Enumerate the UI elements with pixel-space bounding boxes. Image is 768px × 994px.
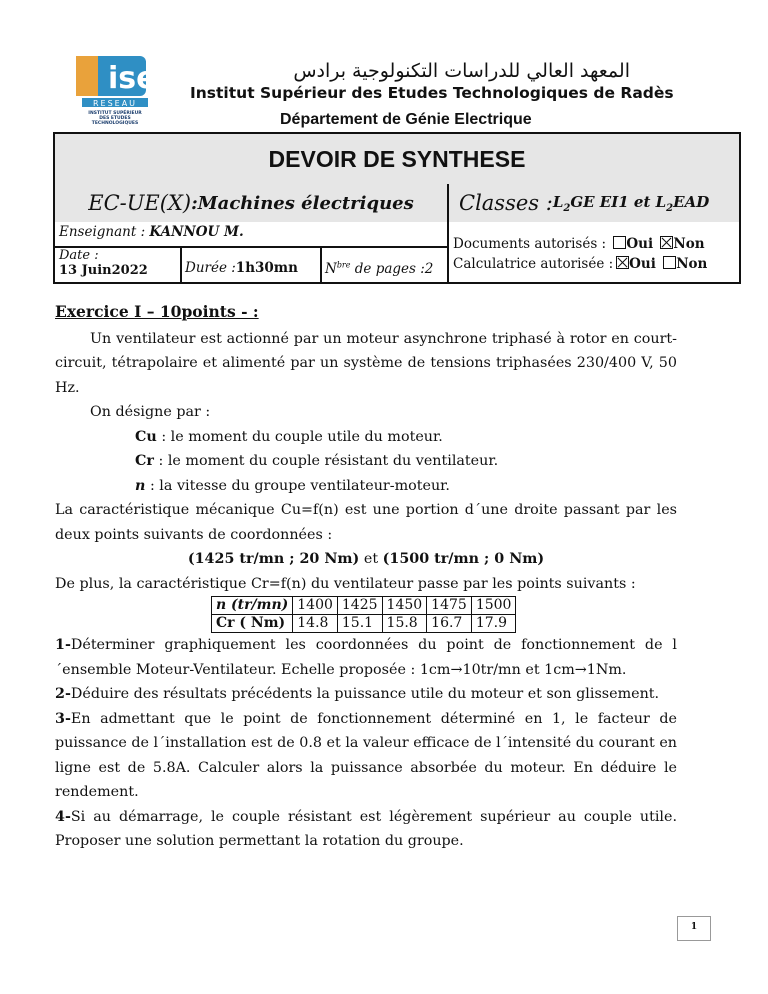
calculator-authorization: Calculatrice autorisée : Oui Non [453,256,708,272]
question-2: 2-Déduire des résultats précédents la puissance utile du moteur et son glissement. [55,686,660,702]
documents-oui-checkbox[interactable] [613,236,626,249]
definition-cu: Cu : le moment du couple utile du moteur. [135,428,443,445]
table-row: Cr ( Nm) 14.8 15.1 15.8 16.7 17.9 [212,615,516,633]
exam-header-box [53,132,741,284]
documents-non-checkbox-checked[interactable] [660,236,673,249]
exercise-title: Exercice I – 10points - : [55,302,259,321]
svg-text:RESEAU: RESEAU [92,99,138,108]
exam-duration: Durée :1h30mn [185,260,298,276]
cr-data-table [211,596,516,633]
table-header-n: n (tr/mn) [212,597,293,615]
calculator-oui-checkbox-checked[interactable] [616,256,629,269]
svg-text:DES ETUDES: DES ETUDES [99,116,131,121]
teacher-name: KANNOU M. [149,224,244,240]
info-rows [55,222,739,282]
institute-arabic-name: المعهد العالي للدراسات التكنولوجية برادس [293,60,630,82]
teacher: Enseignant : KANNOU M. [59,224,244,240]
ec-value: :Machines électriques [191,192,414,214]
svg-text:INSTITUT SUPÉRIEUR: INSTITUT SUPÉRIEUR [88,111,142,116]
department-name: Département de Génie Electrique [280,111,532,128]
classes-cell [449,184,749,222]
table-header-cr: Cr ( Nm) [212,615,293,633]
definition-cr: Cr : le moment du couple résistant du ventilateur. [135,453,499,469]
course-row [55,184,739,224]
ec-label: EC-UE(X) [88,191,192,215]
page-count: $N^{bre}$ de pages :2 [325,260,434,277]
question-3: 3-En admettant que le point de fonctionnement déterminé en 1, le facteur de puissance de l´installation est de 0.8 et la valeur efficace de l´intensité du courant en ligne est de 5.8A. Calculer alors la puissance absorbée du moteur. En déduire le rendement. [55,710,677,800]
course-cell [55,184,449,222]
exercise-content [55,300,677,854]
definition-n: n : la vitesse du groupe ventilateur-moteur. [135,477,450,494]
exam-date: Date : 13 Juin2022 [59,248,148,278]
question-1: 1-Déterminer graphiquement les coordonnées du point de fonctionnement de l´ensemble Moteur-Ventilateur. Echelle proposée : 1cm→10tr/mn et 1cm→1Nm. [55,637,677,678]
authorizations [453,234,707,274]
exam-title: DEVOIR DE SYNTHESE [55,134,739,186]
cu-characteristic-text: La caractéristique mécanique Cu=f(n) est une portion d´une droite passant par les deux points suivants de coordonnées : [55,502,677,543]
exercise-intro: Un ventilateur est actionné par un moteur asynchrone triphasé à rotor en court-circuit, tétrapolaire et alimenté par un système de tensions triphasées 230/400 V, 50 Hz. [55,330,677,396]
page-number: 1 [677,916,711,941]
svg-text:TECHNOLOGIQUES: TECHNOLOGIQUES [91,121,139,126]
iset-logo [68,52,171,128]
designation-line: On désigne par : [90,404,211,420]
cr-characteristic-text: De plus, la caractéristique Cr=f(n) du ventilateur passe par les points suivants : [55,575,636,592]
cu-points: (1425 tr/mn ; 20 Nm) et (1500 tr/mn ; 0 Nm) [187,551,545,567]
documents-authorization: Documents autorisés : Oui Non [453,236,705,252]
institute-name: Institut Supérieur des Etudes Technologiques de Radès [190,84,674,102]
logo-text: iset [108,61,171,96]
question-4: 4-Si au démarrage, le couple résistant est légèrement supérieur au couple utile. Proposer une solution permettant la rotation du groupe. [55,808,677,849]
classes-label: Classes : [459,191,553,215]
classes-value: $L_2GE$ EI1 et $L_2EAD$ [552,192,710,214]
table-row: n (tr/mn) 1400 1425 1450 1475 1500 [212,597,516,615]
calculator-non-checkbox[interactable] [663,256,676,269]
